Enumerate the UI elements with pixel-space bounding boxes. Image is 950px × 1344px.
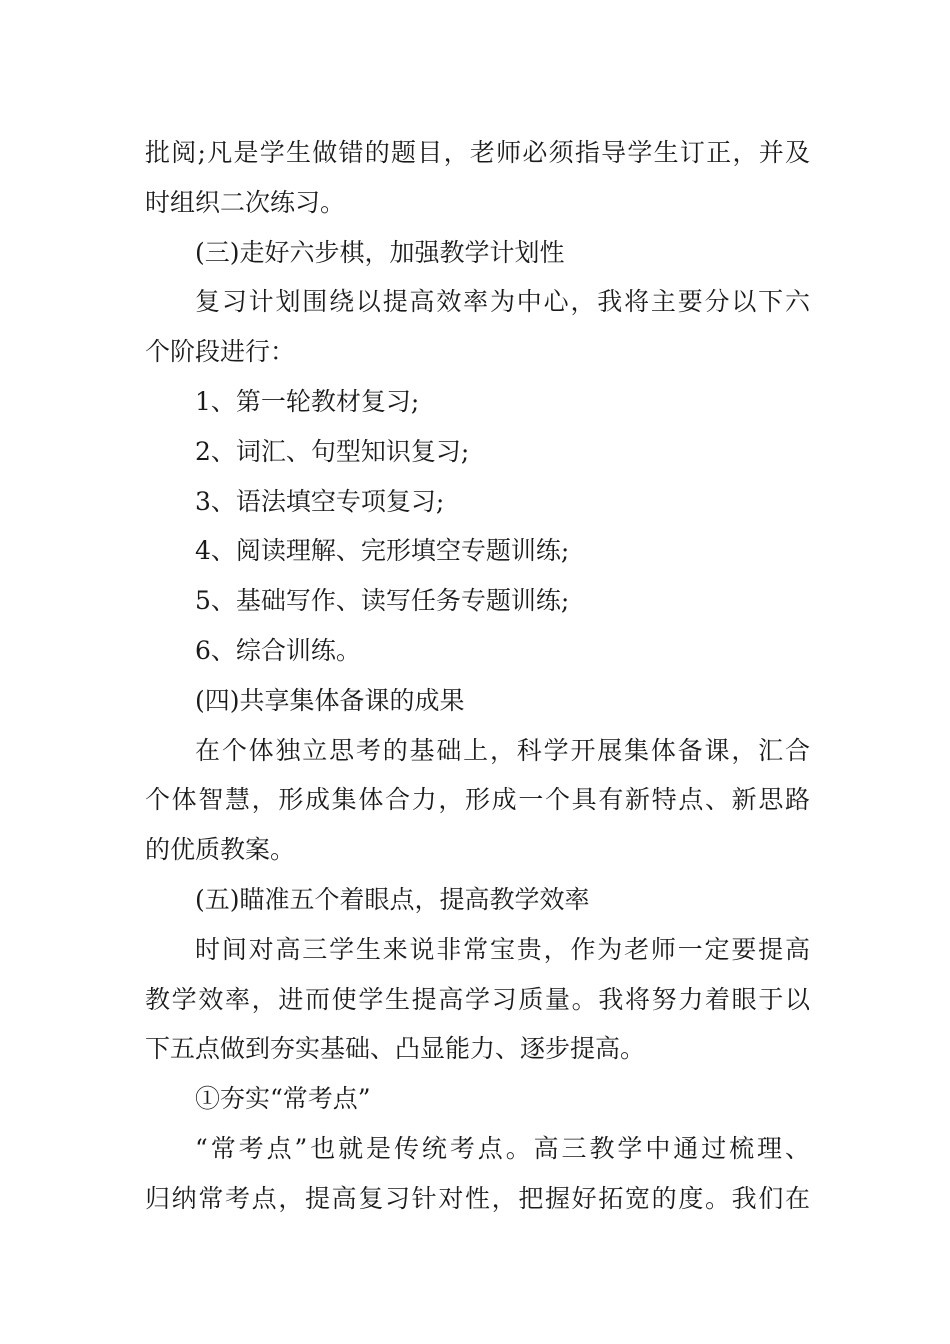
paragraph-line: 复习计划围绕以提高效率为中心，我将主要分以下六 [195,287,810,317]
paragraph-line: 批阅;凡是学生做错的题目，老师必须指导学生订正，并及 [145,138,810,167]
list-item-5: 5、基础写作、读写任务专题训练; [195,586,570,616]
paragraph-line: 时间对高三学生来说非常宝贵，作为老师一定要提高 [195,934,810,964]
paragraph-line: 在个体独立思考的基础上，科学开展集体备课，汇合 [195,735,810,765]
document-body [145,128,810,1224]
list-item-4: 4、阅读理解、完形填空专题训练; [195,536,570,566]
paragraph-line: 归纳常考点，提高复习针对性，把握好拓宽的度。我们在 [145,1183,810,1213]
paragraph-line: 个体智慧，形成集体合力，形成一个具有新特点、新思路 [145,785,810,815]
paragraph-line: “常考点”也就是传统考点。高三教学中通过梳理、 [195,1133,810,1163]
paragraph-line: 个阶段进行： [145,337,296,367]
sub-heading-1: ①夯实“常考点” [195,1084,371,1114]
section-heading-3: (三)走好六步棋，加强教学计划性 [195,237,565,267]
paragraph-line: 教学效率，进而使学生提高学习质量。我将努力着眼于以 [145,984,810,1014]
list-item-2: 2、词汇、句型知识复习; [195,436,470,466]
section-heading-4: (四)共享集体备课的成果 [195,685,465,715]
paragraph-line: 的优质教案。 [145,835,296,865]
list-item-3: 3、语法填空专项复习; [195,486,445,516]
list-item-1: 1、第一轮教材复习; [195,386,420,416]
paragraph-line: 时组织二次练习。 [145,187,346,217]
list-item-6: 6、综合训练。 [195,635,361,665]
section-heading-5: (五)瞄准五个着眼点，提高教学效率 [195,884,590,914]
paragraph-line: 下五点做到夯实基础、凸显能力、逐步提高。 [145,1034,646,1064]
